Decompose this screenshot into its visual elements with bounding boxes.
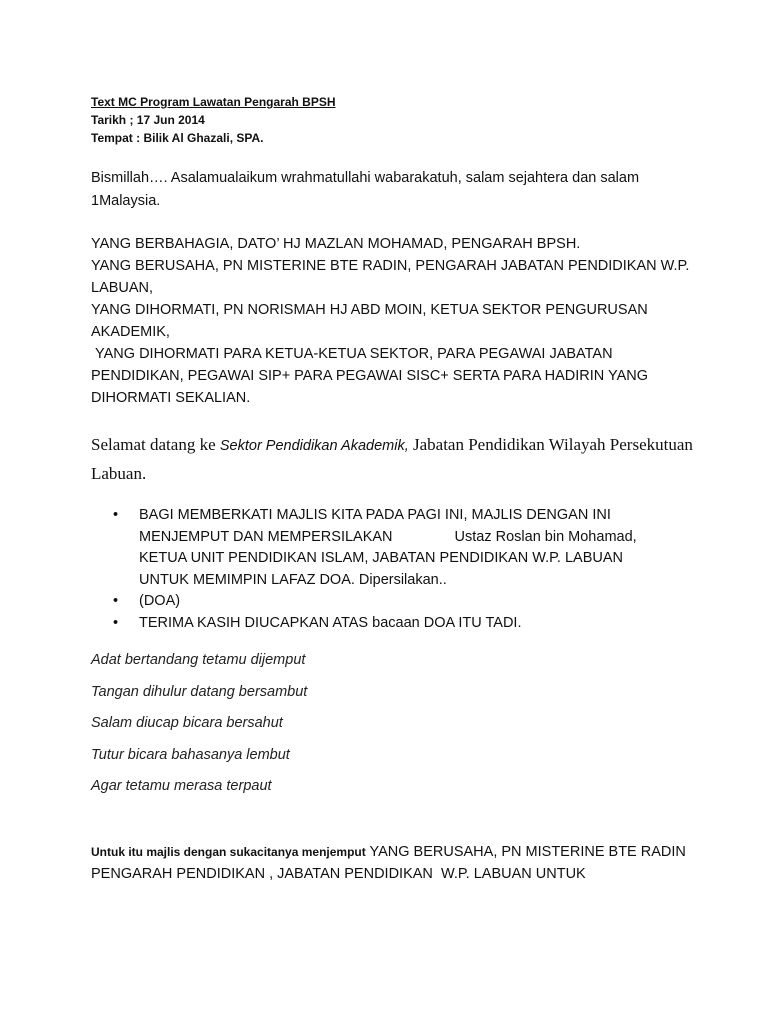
welcome-paragraph xyxy=(91,431,708,487)
closing-rest: YANG BERUSAHA, PN MISTERINE BTE RADIN PENGARAH PENDIDIKAN , JABATAN PENDIDIKAN W.P. LABUAN UNTUK xyxy=(91,844,690,882)
pantun-line: Salam diucap bicara bersahut xyxy=(91,715,283,731)
list-item-text: Ustaz Roslan bin Mohamad, xyxy=(454,528,637,545)
honorific-line: YANG DIHORMATI, PN NORISMAH HJ ABD MOIN, KETUA SEKTOR PENGURUSAN AKADEMIK, xyxy=(91,302,648,340)
bullet-icon: • xyxy=(113,614,119,631)
closing-paragraph xyxy=(91,841,708,885)
welcome-sector: Sektor Pendidikan Akademik, xyxy=(219,438,409,454)
list-item xyxy=(113,505,708,591)
list-item xyxy=(113,591,708,613)
honorifics-block xyxy=(91,233,708,409)
greeting-paragraph: Bismillah…. Asalamualaikum wrahmatullahi wabarakatuh, salam sejahtera dan salam 1Malaysia. xyxy=(91,170,640,209)
place-line: Tempat : Bilik Al Ghazali, SPA. xyxy=(91,131,264,145)
list-item-text: MENJEMPUT DAN MEMPERSILAKAN xyxy=(139,528,393,545)
closing-lead: Untuk itu majlis dengan sukacitanya menjemput xyxy=(91,845,366,859)
welcome-rest: Jabatan Pendidikan Wilayah Persekutuan Labuan. xyxy=(91,435,698,483)
bullet-icon: • xyxy=(113,593,119,609)
list-item-text: KETUA UNIT PENDIDIKAN ISLAM, JABATAN PENDIDIKAN W.P. LABUAN xyxy=(139,550,623,566)
honorific-line: YANG BERUSAHA, PN MISTERINE BTE RADIN, PENGARAH JABATAN PENDIDIKAN W.P. LABUAN, xyxy=(91,258,690,296)
list-item xyxy=(113,613,708,635)
pantun-line: Adat bertandang tetamu dijemput xyxy=(91,652,306,668)
list-item-text: TERIMA KASIH DIUCAPKAN ATAS bacaan DOA ITU TADI. xyxy=(139,614,522,631)
date-line: Tarikh ; 17 Jun 2014 xyxy=(91,113,205,127)
list-item-text: BAGI MEMBERKATI MAJLIS KITA PADA PAGI INI, MAJLIS DENGAN INI xyxy=(139,507,611,523)
honorific-line: YANG DIHORMATI PARA KETUA-KETUA SEKTOR, PARA PEGAWAI JABATAN PENDIDIKAN, PEGAWAI SIP+ PARA PEGAWAI SISC+ SERTA PARA HADIRIN YANG DIHORMATI SEKALIAN. xyxy=(91,346,653,406)
pantun-line: Tutur bicara bahasanya lembut xyxy=(91,746,290,763)
bullet-icon: • xyxy=(113,507,119,523)
pantun-line: Tangan dihulur datang bersambut xyxy=(91,683,308,700)
list-item-text: UNTUK MEMIMPIN LAFAZ DOA. Dipersilakan.. xyxy=(139,571,447,588)
agenda-list xyxy=(91,505,708,634)
pantun-block xyxy=(91,650,708,797)
welcome-lead: Selamat datang ke xyxy=(91,435,220,454)
document-title: Text MC Program Lawatan Pengarah BPSH xyxy=(91,95,336,109)
list-item-text: (DOA) xyxy=(139,593,181,609)
honorific-line: YANG BERBAHAGIA, DATO’ HJ MAZLAN MOHAMAD, PENGARAH BPSH. xyxy=(91,236,581,252)
pantun-line: Agar tetamu merasa terpaut xyxy=(91,778,272,794)
